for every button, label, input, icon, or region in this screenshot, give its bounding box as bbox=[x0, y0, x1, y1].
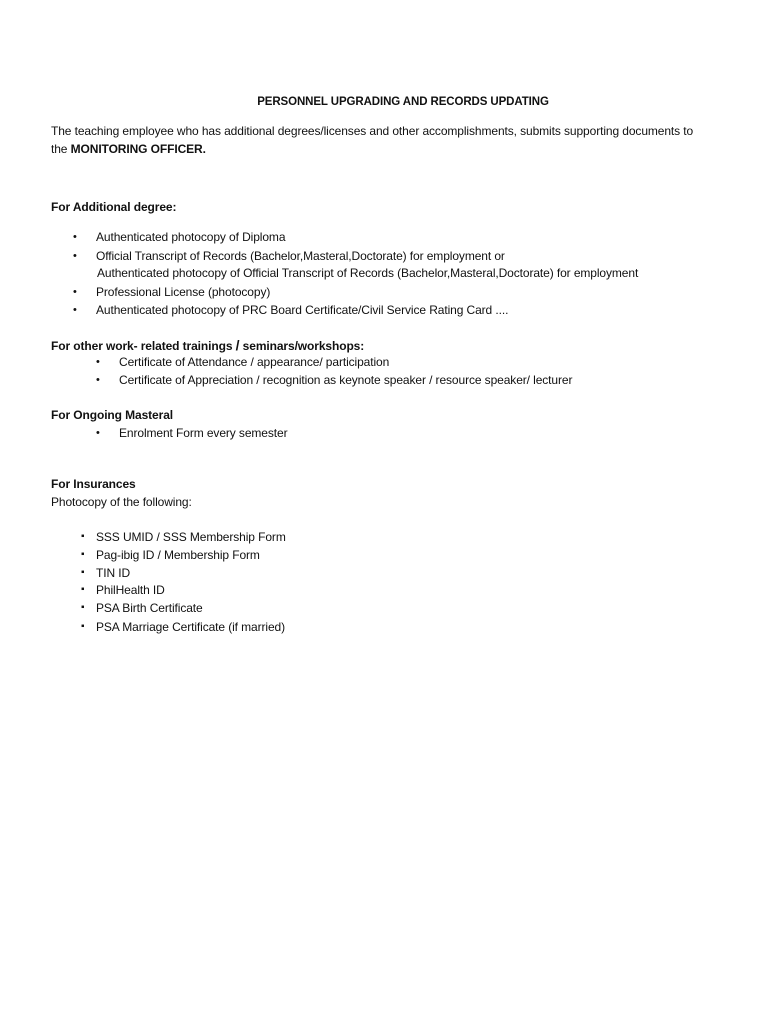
section-heading-additional-degree: For Additional degree: bbox=[51, 200, 177, 214]
list-bullet: • bbox=[73, 286, 77, 298]
trainings-heading-slash: / bbox=[235, 337, 240, 353]
list-bullet: • bbox=[96, 374, 100, 386]
list-item-continuation: Authenticated photocopy of Official Transcript of Records (Bachelor,Masteral,Doctorate) for employment bbox=[97, 266, 639, 280]
list-item: Certificate of Attendance / appearance/ participation bbox=[119, 355, 390, 369]
list-bullet: ▪ bbox=[81, 567, 85, 578]
list-bullet: ▪ bbox=[81, 621, 85, 632]
intro-line-1: The teaching employee who has additional degrees/licenses and other accomplishments, submits supporting documents to bbox=[51, 124, 694, 138]
list-bullet: • bbox=[96, 427, 100, 439]
list-item: PhilHealth ID bbox=[96, 583, 165, 597]
list-item: Certificate of Appreciation / recognition as keynote speaker / resource speaker/ lecturer bbox=[119, 373, 573, 387]
section-heading-ongoing-masteral: For Ongoing Masteral bbox=[51, 408, 174, 422]
list-bullet: • bbox=[73, 250, 77, 262]
list-bullet: • bbox=[96, 356, 100, 368]
list-bullet: • bbox=[73, 231, 77, 243]
section-heading-insurances: For Insurances bbox=[51, 477, 136, 491]
insurances-subheading: Photocopy of the following: bbox=[51, 495, 192, 509]
list-bullet: ▪ bbox=[81, 549, 85, 560]
list-bullet: ▪ bbox=[81, 531, 85, 542]
list-item: PSA Birth Certificate bbox=[96, 601, 203, 615]
list-item: Authenticated photocopy of Diploma bbox=[96, 230, 286, 244]
list-bullet: ▪ bbox=[81, 602, 85, 613]
trainings-heading-part-1: For other work- related trainings bbox=[51, 339, 236, 353]
intro-line-2 bbox=[51, 141, 206, 157]
list-item: TIN ID bbox=[96, 566, 131, 580]
monitoring-officer-label: MONITORING OFFICER. bbox=[70, 142, 206, 156]
list-item: Enrolment Form every semester bbox=[119, 426, 288, 440]
list-item: Official Transcript of Records (Bachelor,Masteral,Doctorate) for employment or bbox=[96, 249, 505, 263]
page-title: PERSONNEL UPGRADING AND RECORDS UPDATING bbox=[257, 96, 549, 108]
list-item: Authenticated photocopy of PRC Board Certificate/Civil Service Rating Card .... bbox=[96, 303, 509, 317]
list-item: SSS UMID / SSS Membership Form bbox=[96, 530, 286, 544]
list-bullet: ▪ bbox=[81, 584, 85, 595]
list-bullet: • bbox=[73, 304, 77, 316]
list-item: Pag-ibig ID / Membership Form bbox=[96, 548, 260, 562]
intro-line-2-prefix: the bbox=[51, 142, 71, 156]
list-item: PSA Marriage Certificate (if married) bbox=[96, 620, 286, 634]
section-heading-trainings bbox=[51, 337, 364, 354]
list-item: Professional License (photocopy) bbox=[96, 285, 271, 299]
trainings-heading-part-2: seminars/workshops: bbox=[239, 339, 365, 353]
